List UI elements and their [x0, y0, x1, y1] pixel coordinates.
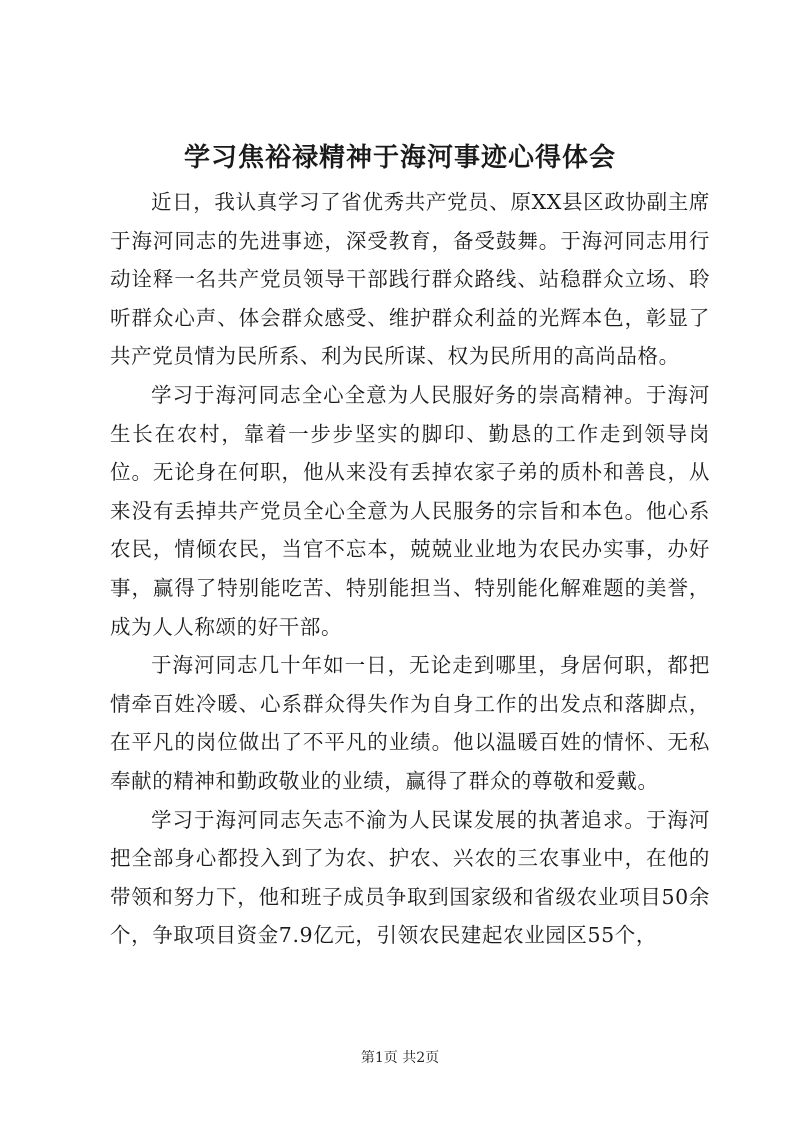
- page-number-footer: 第1页 共2页: [360, 1050, 440, 1066]
- page-title: 学习焦裕禄精神于海河事迹心得体会: [183, 143, 616, 173]
- paragraph-4: 学习于海河同志矢志不渝为人民谋发展的执著追求。于海河把全部身心都投入到了为农、护农、兴农的三农事业中，在他的带领和努力下，他和班子成员争取到国家级和省级农业项目50余个，争取项目资金7.9亿元，引领农民建起农业园区55个，: [110, 807, 710, 948]
- document-body: [110, 183, 710, 955]
- paragraph-3: 于海河同志几十年如一日，无论走到哪里，身居何职，都把情牵百姓冷暖、心系群众得失作为自身工作的出发点和落脚点，在平凡的岗位做出了不平凡的业绩。他以温暖百姓的情怀、无私奉献的精神和勤政敬业的业绩，赢得了群众的尊敬和爱戴。: [110, 653, 710, 793]
- paragraph-1: 近日，我认真学习了省优秀共产党员、原XX县区政协副主席于海河同志的先进事迹，深受教育，备受鼓舞。于海河同志用行动诠释一名共产党员领导干部践行群众路线、站稳群众立场、聆听群众心声、体会群众感受、维护群众利益的光辉本色，彰显了共产党员情为民所系、利为民所谋、权为民所用的高尚品格。: [110, 190, 710, 369]
- paragraph-2: 学习于海河同志全心全意为人民服好务的崇高精神。于海河生长在农村，靠着一步步坚实的脚印、勤恳的工作走到领导岗位。无论身在何职，他从来没有丢掉农家子弟的质朴和善良，从来没有丢掉共产党员全心全意为人民服务的宗旨和本色。他心系农民，情倾农民，当官不忘本，兢兢业业地为农民办实事，办好事，赢得了特别能吃苦、特别能担当、特别能化解难题的美誉，成为人人称颂的好干部。: [110, 382, 710, 639]
